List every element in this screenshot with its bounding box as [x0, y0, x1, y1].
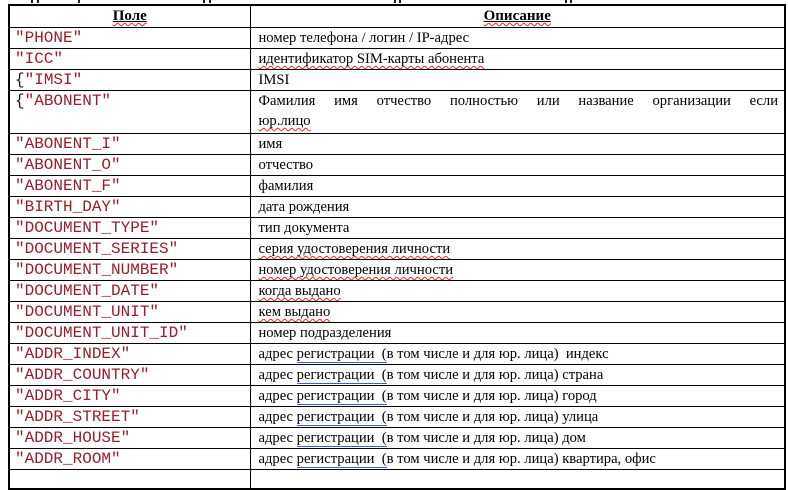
- field-cell: [9, 449, 250, 470]
- description-cell: [250, 365, 785, 386]
- field-cell: [9, 197, 250, 218]
- field-cell: [9, 470, 250, 490]
- field-cell: [9, 70, 250, 91]
- field-name-text: "BIRTH_DAY": [15, 198, 121, 216]
- field-name-text: "ADDR_CITY": [15, 387, 121, 405]
- description-cell: [250, 49, 785, 70]
- description-cell: [250, 323, 785, 344]
- field-cell: [9, 49, 250, 70]
- brace-prefix: {: [15, 71, 25, 89]
- description-text: в том числе и для юр. лица) дом: [386, 430, 586, 446]
- description-line: [259, 111, 779, 131]
- table-row: [9, 239, 785, 260]
- description-cell: [250, 281, 785, 302]
- field-name-text: "ABONENT_F": [15, 177, 121, 195]
- field-name-text: "ADDR_INDEX": [15, 345, 131, 363]
- field-name-text: "DOCUMENT_SERIES": [15, 240, 179, 258]
- description-cell: [250, 28, 785, 49]
- clipped-text-fragment: [78, 0, 80, 3]
- table-row: [9, 344, 785, 365]
- description-text: номер подразделения: [258, 325, 392, 341]
- header-row: [9, 5, 785, 28]
- field-name-text: "PHONE": [15, 29, 83, 47]
- field-cell: [9, 323, 250, 344]
- description-text: номер телефона / логин / IP-адрес: [258, 30, 470, 46]
- field-name-text: "ICC": [15, 50, 64, 68]
- field-cell: [9, 386, 250, 407]
- grammar-underline-text: регистрации (: [297, 346, 387, 365]
- description-text: в том числе и для юр. лица) улица: [386, 409, 599, 425]
- header-description-label: Описание: [483, 8, 551, 24]
- description-cell: [250, 218, 785, 239]
- spellcheck-underline-text: кем выдано: [258, 304, 331, 320]
- spellcheck-underline-text: когда выдано: [258, 283, 341, 299]
- table-row: [9, 91, 785, 134]
- field-cell: [9, 239, 250, 260]
- table-row: [9, 428, 785, 449]
- table-row: [9, 70, 785, 91]
- description-cell: [250, 386, 785, 407]
- field-name-text: "DOCUMENT_NUMBER": [15, 261, 179, 279]
- table-row: [9, 49, 785, 70]
- column-header-description: [250, 5, 785, 28]
- description-cell: [250, 428, 785, 449]
- header-underline: [113, 8, 147, 24]
- description-text: адрес: [258, 388, 297, 404]
- description-text: адрес: [258, 430, 297, 446]
- field-name-text: "DOCUMENT_DATE": [15, 282, 160, 300]
- brace-prefix: {: [15, 92, 25, 110]
- field-cell: [9, 218, 250, 239]
- field-cell: [9, 428, 250, 449]
- clipped-text-fragment: [203, 0, 205, 3]
- table-row: [9, 218, 785, 239]
- description-text: дата рождения: [258, 199, 350, 215]
- table-body: [9, 28, 785, 490]
- field-cell: [9, 28, 250, 49]
- clipped-text-fragment: [399, 0, 401, 3]
- field-name-text: "ABONENT_O": [15, 156, 121, 174]
- field-cell: [9, 302, 250, 323]
- grammar-underline-text: регистрации (: [297, 451, 387, 470]
- field-cell: [9, 91, 250, 134]
- field-cell: [9, 155, 250, 176]
- spellcheck-underline-text: идентификатор SIM-карты абонента: [258, 51, 485, 67]
- clipped-text-fragment: [570, 0, 572, 3]
- description-cell: [250, 344, 785, 365]
- grammar-underline-text: регистрации (: [297, 367, 387, 386]
- table-row: [9, 134, 785, 155]
- description-cell: [250, 197, 785, 218]
- spellcheck-underline-text: серия удостоверения личности: [258, 241, 451, 257]
- description-cell: [250, 134, 785, 155]
- clipped-text-fragment: [209, 0, 211, 3]
- header-field-label: Поле: [112, 8, 147, 24]
- description-line: [259, 91, 779, 111]
- description-cell: [250, 155, 785, 176]
- clipped-text-fragment: [394, 0, 396, 3]
- field-name-text: "DOCUMENT_UNIT": [15, 303, 160, 321]
- field-name-text: "ADDR_HOUSE": [15, 429, 131, 447]
- grammar-underline-text: регистрации (: [297, 430, 387, 449]
- description-cell: [250, 470, 785, 490]
- field-name-text: "ADDR_STREET": [15, 408, 140, 426]
- spellcheck-underline-text: номер удостоверения личности: [258, 262, 454, 278]
- description-text: фамилия: [258, 178, 314, 194]
- description-text: адрес: [258, 346, 297, 362]
- grammar-underline-text: регистрации (: [297, 409, 387, 428]
- field-name-text: "ABONENT_I": [15, 135, 121, 153]
- table-row: [9, 176, 785, 197]
- spellcheck-underline-text: юр.лицо: [258, 113, 311, 129]
- clipped-text-fragment: [565, 0, 567, 3]
- table-row: [9, 323, 785, 344]
- table-row: [9, 365, 785, 386]
- field-name-text: "ABONENT": [24, 92, 112, 110]
- clipped-text-fragment: [31, 0, 33, 3]
- description-text: в том числе и для юр. лица) страна: [386, 367, 604, 383]
- description-cell: [250, 176, 785, 197]
- description-text: адрес: [258, 409, 297, 425]
- description-cell: [250, 260, 785, 281]
- description-text: Фамилия имя отчество полностью или название организации если: [258, 93, 778, 109]
- table-row: [9, 197, 785, 218]
- field-name-text: "ADDR_COUNTRY": [15, 366, 150, 384]
- description-text: в том числе и для юр. лица) город: [386, 388, 597, 404]
- header-underline: [484, 8, 551, 24]
- table-row: [9, 470, 785, 490]
- table-row: [9, 155, 785, 176]
- fields-table: [8, 4, 786, 490]
- column-header-field: [9, 5, 250, 28]
- table-row: [9, 302, 785, 323]
- table-row: [9, 386, 785, 407]
- table-row: [9, 28, 785, 49]
- field-name-text: "DOCUMENT_TYPE": [15, 219, 160, 237]
- table-row: [9, 281, 785, 302]
- field-name-text: "IMSI": [24, 71, 83, 89]
- description-cell: [250, 239, 785, 260]
- description-text: IMSI: [258, 72, 290, 88]
- description-text: адрес: [258, 451, 297, 467]
- field-cell: [9, 134, 250, 155]
- field-name-text: "DOCUMENT_UNIT_ID": [15, 324, 188, 342]
- description-cell: [250, 91, 785, 134]
- description-text: имя: [258, 136, 283, 152]
- field-cell: [9, 365, 250, 386]
- description-cell: [250, 302, 785, 323]
- field-cell: [9, 260, 250, 281]
- description-text: в том числе и для юр. лица) квартира, офис: [386, 451, 656, 467]
- field-name-text: "ADDR_ROOM": [15, 450, 121, 468]
- description-text: отчество: [258, 157, 314, 173]
- field-cell: [9, 344, 250, 365]
- description-cell: [250, 407, 785, 428]
- description-text: тип документа: [258, 220, 350, 236]
- field-cell: [9, 281, 250, 302]
- table-row: [9, 260, 785, 281]
- table-row: [9, 449, 785, 470]
- clipped-text-fragment: [37, 0, 39, 3]
- description-cell: [250, 70, 785, 91]
- field-cell: [9, 407, 250, 428]
- description-cell: [250, 449, 785, 470]
- description-text: в том числе и для юр. лица) индекс: [386, 346, 609, 362]
- description-text: адрес: [258, 367, 297, 383]
- grammar-underline-text: регистрации (: [297, 388, 387, 407]
- field-cell: [9, 176, 250, 197]
- table-row: [9, 407, 785, 428]
